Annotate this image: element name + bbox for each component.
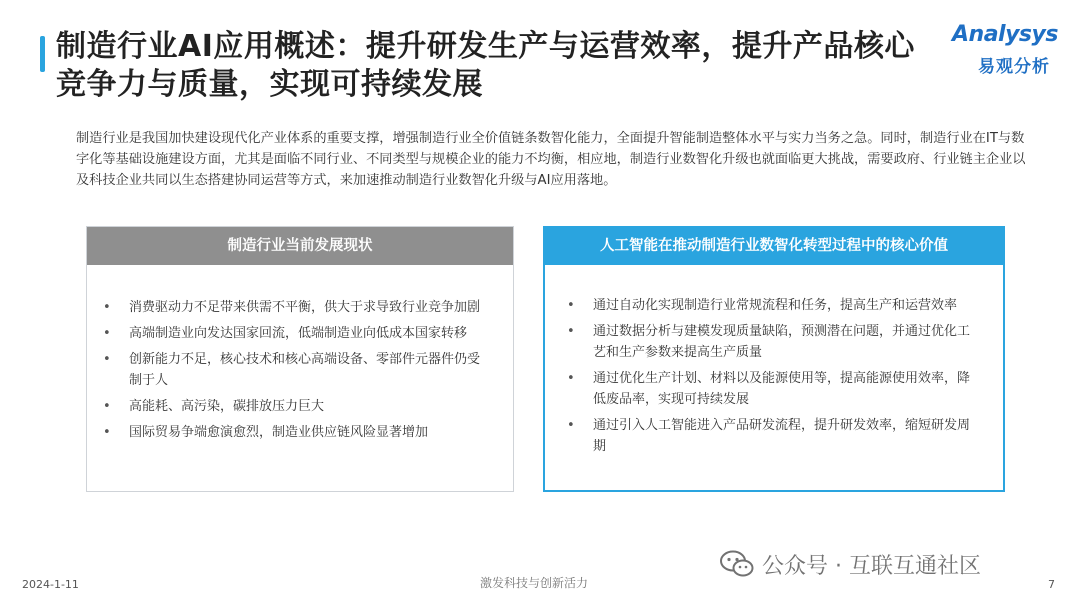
page-title: 制造行业AI应用概述：提升研发生产与运营效率，提升产品核心竞争力与质量，实现可持续发展 [56,29,915,102]
list-item [101,422,491,443]
current-status-list [87,265,513,443]
title-accent-bar [40,36,45,72]
watermark-text: 公众号 · 互联互通社区 [762,553,981,579]
bullet-icon: • [103,352,111,367]
analysys-logo [952,22,1062,82]
current-status-panel-title: 制造行业当前发展现状 [87,227,513,265]
bullet-icon: • [567,418,575,433]
list-item-text: 创新能力不足，核心技术和核心高端设备、零部件元器件仍受制于人 [129,352,481,388]
intro-paragraph: 制造行业是我国加快建设现代化产业体系的重要支撑，增强制造行业全价值链条数智化能力，全面提升智能制造整体水平与实力当务之急。同时，制造行业在IT与数字化等基础设施建设方面，尤其是面临不同行业、不同类型与规模企业的能力不均衡，相应地，制造行业数智化升级也就面临更大挑战，需要政府、行业链主企业以及科技企业共同以生态搭建协同运营等方式，来加速推动制造行业数智化升级与AI应用落地。 [76,131,1026,188]
ai-core-value-panel [543,226,1005,492]
ai-core-value-list [545,265,1003,457]
bullet-icon: • [567,298,575,313]
bullet-icon: • [567,371,575,386]
bullet-icon: • [103,425,111,440]
list-item-text: 国际贸易争端愈演愈烈，制造业供应链风险显著增加 [129,425,429,440]
ai-core-value-panel-title: 人工智能在推动制造行业数智化转型过程中的核心价值 [545,228,1003,265]
current-status-panel [86,226,514,492]
list-item [101,349,491,391]
list-item [101,297,491,318]
logo-wordmark: Analysys [952,22,1058,47]
list-item-text: 高端制造业向发达国家回流，低端制造业向低成本国家转移 [129,326,468,341]
bullet-icon: • [103,326,111,341]
wechat-watermark [720,548,981,580]
list-item-text: 通过自动化实现制造行业常规流程和任务，提高生产和运营效率 [593,298,958,313]
list-item-text: 通过数据分析与建模发现质量缺陷，预测潜在问题，并通过优化工艺和生产参数来提高生产质量 [593,324,971,360]
bullet-icon: • [567,324,575,339]
footer-slogan: 激发科技与创新活力 [480,576,589,590]
list-item [565,368,981,410]
list-item [101,396,491,417]
footer-date: 2024-1-11 [22,578,79,591]
wechat-icon [720,550,754,578]
list-item [565,415,981,457]
list-item [565,321,981,363]
list-item [565,295,981,316]
list-item-text: 消费驱动力不足带来供需不平衡，供大于求导致行业竞争加剧 [129,300,481,315]
page-number: 7 [1048,578,1055,591]
bullet-icon: • [103,399,111,414]
bullet-icon: • [103,300,111,315]
list-item-text: 通过优化生产计划、材料以及能源使用等，提高能源使用效率，降低废品率，实现可持续发展 [593,371,971,407]
list-item-text: 通过引入人工智能进入产品研发流程，提升研发效率，缩短研发周期 [593,418,971,454]
list-item [101,323,491,344]
list-item-text: 高能耗、高污染，碳排放压力巨大 [129,399,325,414]
logo-chinese-name: 易观分析 [978,57,1050,77]
